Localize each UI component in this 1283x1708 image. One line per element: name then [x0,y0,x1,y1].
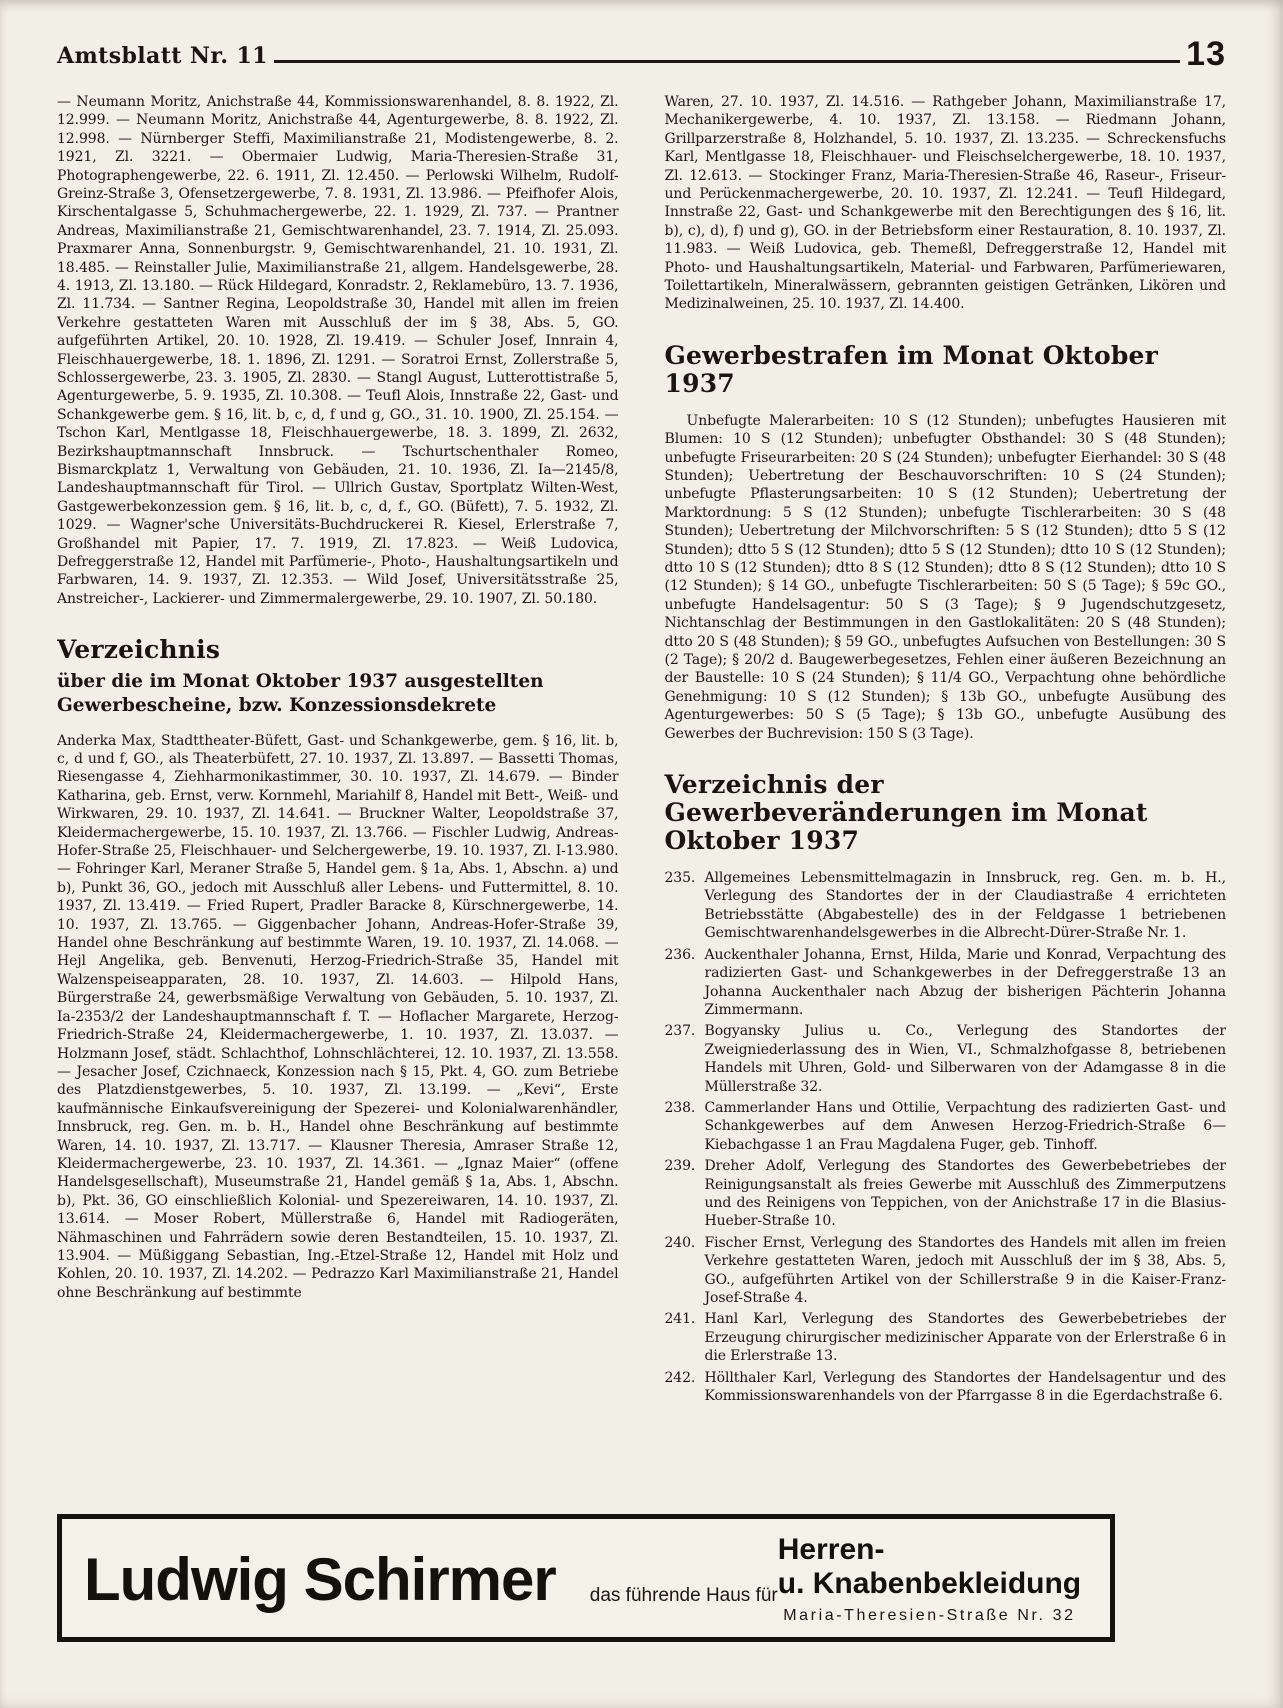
item-number: 235. [664,870,696,887]
list-item [665,1022,1227,1096]
item-number: 239. [664,1158,696,1175]
penalties-section-body: Unbefugte Malerarbeiten: 10 S (12 Stunden); unbefugtes Hausieren mit Blumen: 10 S (12 Stunden); unbefugter Obsthandel: 30 S (48 Stunden); unbefugte Friseurarbeiten: 20 S (24 Stunden); unbefugter Eierhandel: 30 S (48 Stunden); Uebertretung der Beschauvorschriften: 10 S (24 Stunden); unbefugte Pflasterungsarbeiten: 10 S (12 Stunden); Uebertretung der Marktordnung: 5 S (12 Stunden); unbefugte Tischlerarbeiten: 30 S (48 Stunden); Uebertretung der Milchvorschriften: 5 S (12 Stunden); dtto 5 S (12 Stunden); dtto 5 S (12 Stunden); dtto 5 S (12 Stunden); dtto 10 S (12 Stunden); dtto 10 S (12 Stunden); dtto 8 S (12 Stunden); dtto 8 S (12 Stunden); dtto 10 S (12 Stunden); § 14 GO., unbefugte Tischlerarbeiten: 50 S (5 Tage); § 59c GO., unbefugte Handelsagentur: 50 S (3 Tage); § 9 Jugendschutzgesetz, Nichtanschlag der Bestimmungen in den Gastlokalitäten: 20 S (48 Stunden); dtto 20 S (48 Stunden); § 59 GO., unbefugtes Aufsuchen von Bestellungen: 30 S (2 Tage); § 20/2 d. Baugewerbegesetzes, Fehlen einer äußeren Bezeichnung an der Baustelle: 10 S (24 Stunden); § 11/4 GO., Verpachtung ohne behördliche Genehmigung: 10 S (12 Stunden); § 13b GO., unbefugte Ausübung des Agenturgewerbes: 50 S (5 Tage); § 13b GO., unbefugte Ausübung des Gewerbes der Buchrevision: 150 S (3 Tage). [664,412,1226,742]
registry-continuation-left: — Neumann Moritz, Anichstraße 44, Kommissionswarenhandel, 8. 8. 1922, Zl. 12.999. — Neumann Moritz, Anichstraße 44, Agenturgewerbe, 8. 8. 1922, Zl. 12.998. — Nürnberger Steffi, Maximilianstraße 21, Modistengewerbe, 8. 2. 1921, Zl. 3221. — Obermaier Ludwig, Maria-Theresien-Straße 31, Photographengewerbe, 22. 6. 1911, Zl. 12.450. — Perlowski Wilhelm, Rudolf-Greinz-Straße 3, Ofensetzergewerbe, 7. 8. 1931, Zl. 13.986. — Pfeifhofer Alois, Kirschentalgasse 5, Schuhmachergewerbe, 22. 1. 1929, Zl. 737. — Prantner Andreas, Maximilianstraße 21, Gemischtwarenhandel, 23. 7. 1914, Zl. 25.093. Praxmarer Anna, Sonnenburgstr. 9, Gemischtwarenhandel, 21. 10. 1931, Zl. 18.485. — Reinstaller Julie, Maximilianstraße 21, allgem. Handelsgewerbe, 28. 4. 1913, Zl. 13.180. — Rück Hildegard, Konradstr. 2, Reklamebüro, 13. 7. 1936, Zl. 11.734. — Santner Regina, Leopoldstraße 30, Handel mit allen im freien Verkehre gestatteten Waren mit Ausschluß der im § 38, Abs. 5, GO. aufgeführten Artikel, 20. 10. 1928, Zl. 19.419. — Schuler Josef, Innrain 4, Fleischhauergewerbe, 18. 1. 1896, Zl. 1291. — Soratroi Ernst, Zollerstraße 5, Schlossergewerbe, 23. 3. 1905, Zl. 2830. — Stangl August, Lutterottistraße 5, Agenturgewerbe, 5. 9. 1935, Zl. 10.308. — Teufl Alois, Innstraße 22, Gast- und Schankgewerbe gem. § 16, lit. b, c, d, f und g, GO., 31. 10. 1900, Zl. 25.154. — Tschon Karl, Mentlgasse 18, Fleischhauergewerbe, 18. 3. 1899, Zl. 2632, Bezirkshauptmannschaft Innsbruck. — Tschurtschenthaler Romeo, Bismarckplatz 1, Verwaltung von Gebäuden, 21. 10. 1936, Zl. Ia—2145/8, Landeshauptmannschaft für Tirol. — Ullrich Gustav, Sportplatz Wilten-West, Gastgewerbekonzession gem. § 16, lit. b, c, d, f., GO. (Büfett), 7. 5. 1932, Zl. 1029. — Wagner'sche Universitäts-Buchdruckerei R. Kiesel, Erlerstraße 7, Großhandel mit Papier, 17. 7. 1919, Zl. 17.823. — Weiß Ludovica, Defreggerstraße 12, Handel mit Parfümerie-, Photo-, Haushaltungsartikeln und Farbwaren, 14. 9. 1937, Zl. 12.353. — Wild Josef, Universitätsstraße 25, Anstreicher-, Lackierer- und Zimmermalergewerbe, 29. 10. 1907, Zl. 50.180. [57,93,619,607]
item-number: 242. [664,1369,696,1386]
ad-headline-line2: u. Knabenbekleidung [777,1566,1082,1600]
item-text: Dreher Adolf, Verlegung des Standortes des Gewerbebetriebes der Reinigungsanstalt als freies Gewerbe mit Ausschluß des Zimmerputzens und des Reinigens von Teppichen, von der Anichstraße 17 in die Blasius-Hueber-Straße 10. [704,1158,1226,1230]
item-text: Cammerlander Hans und Ottilie, Verpachtung des radizierten Gast- und Schankgewerbes auf dem Anwesen Herzog-Friedrich-Straße 6—Kiebachgasse 1 an Frau Magdalena Fuger, geb. Tinhoff. [704,1099,1226,1153]
list-item [665,1310,1227,1365]
item-number: 237. [664,1023,696,1040]
licenses-section-body: Anderka Max, Stadttheater-Büfett, Gast- und Schankgewerbe, gem. § 16, lit. b, c, d und f, GO., als Theaterbüfett, 27. 10. 1937, Zl. 13.897. — Bassetti Thomas, Riesengasse 4, Ziehharmonikastimmer, 30. 10. 1937, Zl. 14.679. — Binder Katharina, geb. Ernst, verw. Kornmehl, Mariahilf 8, Handel mit Bett-, Weiß- und Wirkwaren, 29. 10. 1937, Zl. 14.641. — Bruckner Walter, Leopoldstraße 37, Kleidermachergewerbe, 15. 10. 1937, Zl. 13.766. — Fischler Ludwig, Andreas-Hofer-Straße 25, Fleischhauer- und Selchergewerbe, 19. 10. 1937, Zl. I-13.980. — Fohringer Karl, Meraner Straße 5, Handel gem. § 1a, Abs. 1, Abschn. a) und b), Punkt 36, GO., jedoch mit Ausschluß aller Lebens- und Futtermittel, 8. 10. 1937, Zl. 13.419. — Fried Rupert, Pradler Baracke 8, Kürschnergewerbe, 14. 10. 1937, Zl. 13.765. — Giggenbacher Johann, Andreas-Hofer-Straße 39, Handel ohne Beschränkung auf bestimmte Waren, 19. 10. 1937, Zl. 14.068. — Hejl Angelika, geb. Benvenuti, Herzog-Friedrich-Straße 35, Handel mit Walzenspeiseapparaten, 28. 10. 1937, Zl. 14.603. — Hilpold Hans, Bürgerstraße 24, gewerbsmäßige Verwaltung von Gebäuden, 5. 10. 1937, Zl. Ia-2353/2 der Landeshauptmannschaft f. T. — Hoflacher Margarete, Herzog-Friedrich-Straße 24, Kleidermachergewerbe, 1. 10. 1937, Zl. 13.037. — Holzmann Josef, städt. Schlachthof, Lohnschlächterei, 12. 10. 1937, Zl. 13.558. — Jesacher Josef, Czichnaeck, Konzession nach § 15, Pkt. 4, GO. zum Betriebe des Platzdienstgewerbes, 5. 10. 1937, Zl. 13.199. — „Kevi“, Erste kaufmännische Einkaufsvereinigung der Spezerei- und Kolonialwarenhändler, Innsbruck, reg. Gen. m. b. H., Handel ohne Beschränkung auf bestimmte Waren, 14. 10. 1937, Zl. 13.717. — Klausner Theresia, Amraser Straße 12, Kleidermachergewerbe, 23. 10. 1937, Zl. 14.361. — „Ignaz Maier“ (offene Handelsgesellschaft), Museumstraße 21, Handel gemäß § 1a, Abs. 1, Abschn. b), Pkt. 36, GO einschließlich Kolonial- und Spezereiwaren, 14. 10. 1937, Zl. 13.614. — Moser Robert, Müllerstraße 6, Handel mit Radiogeräten, Nähmaschinen und Fahrrädern sowie deren Bestandteilen, 15. 10. 1937, Zl. 13.904. — Müßiggang Sebastian, Ing.-Etzel-Straße 12, Handel mit Holz und Kohlen, 20. 10. 1937, Zl. 14.202. — Pedrazzo Karl Maximilianstraße 21, Handel ohne Beschränkung auf bestimmte [57,732,619,1301]
item-number: 238. [664,1099,696,1116]
changes-list [665,869,1227,1405]
item-text: Bogyansky Julius u. Co., Verlegung des Standortes der Zweigniederlassung des in Wien, VI., Schmalzhofgasse 8, betriebenen Handels mit Uhren, Gold- und Silberwaren von der Adamgasse 8 in die Müllerstraße 32. [704,1023,1226,1095]
ad-headline-line1: Herren- [777,1532,885,1566]
list-item [665,946,1227,1020]
penalties-section-title: Gewerbestrafen im Monat Oktober 1937 [664,340,1158,398]
licenses-section-title: Verzeichnis [57,635,221,665]
ad-product-block [778,1533,1087,1625]
right-column [665,93,1227,1500]
item-number: 236. [664,946,696,963]
list-item [665,1157,1227,1231]
item-text: Auckenthaler Johanna, Ernst, Hilda, Marie und Konrad, Verpachtung des radizierten Gast- und Schankgewerbes in der Defreggerstraße 13 an Johanna Auckenthaler nach Abzug der bisherigen Pächterin Johanna Zimmermann. [704,946,1226,1018]
masthead-title: Amtsblatt Nr. 11 [57,42,268,69]
left-column [57,93,619,1500]
changes-section-title: Verzeichnis der Gewerbeveränderungen im Monat Oktober 1937 [664,770,1148,856]
page-header [57,35,1226,73]
text-columns [57,93,1226,1500]
registry-continuation-right: Waren, 27. 10. 1937, Zl. 14.516. — Rathgeber Johann, Maximilianstraße 17, Mechanikergewerbe, 4. 10. 1937, Zl. 13.158. — Riedmann Johann, Grillparzerstraße 8, Holzhandel, 5. 10. 1937, Zl. 13.235. — Schreckensfuchs Karl, Mentlgasse 18, Fleischhauer- und Fleischselchergewerbe, 18. 10. 1937, Zl. 12.613. — Stockinger Franz, Maria-Theresien-Straße 46, Raseur-, Friseur- und Perückenmachergewerbe, 20. 10. 1937, Zl. 12.241. — Teufl Hildegard, Innstraße 22, Gast- und Schankgewerbe mit den Berechtigungen des § 16, lit. b), c), d), f) und g), GO. in der Betriebsform einer Restauration, 8. 10. 1937, Zl. 11.983. — Weiß Ludovica, geb. Themeßl, Defreggerstraße 12, Handel mit Photo- und Haushaltungsartikeln, Material- und Farbwaren, Parfümeriewaren, Toilettartikeln, Mineralwässern, gebrannten geistigen Getränken, Likören und Medizinalweinen, 25. 10. 1937, Zl. 14.400. [664,93,1226,313]
list-item [665,1369,1227,1406]
item-number: 241. [664,1311,696,1328]
page-number: 13 [1186,35,1226,73]
item-number: 240. [664,1234,696,1251]
item-text: Allgemeines Lebensmittelmagazin in Innsbruck, reg. Gen. m. b. H., Verlegung des Standortes der in der Claudiastraße 4 errichteten Betriebsstätte (Abgabestelle) des in der Feldgasse 1 betriebenen Gemischtwarenhandelsgewerbes in die Albrecht-Dürer-Straße Nr. 1. [704,870,1226,942]
item-text: Hanl Karl, Verlegung des Standortes des Gewerbebetriebes der Erzeugung chirurgischer medizinischer Apparate von der Erlerstraße 6 in die Erlerstraße 13. [704,1311,1226,1365]
licenses-section-subtitle: über die im Monat Oktober 1937 ausgestellten Gewerbescheine, bzw. Konzessionsdekrete [57,671,544,716]
list-item [665,1099,1227,1154]
item-text: Höllthaler Karl, Verlegung des Standortes der Handelsagentur und des Kommissionswarenhandels von der Pfarrgasse 8 in die Egerdachstraße 6. [704,1369,1226,1405]
list-item [665,869,1227,943]
advertisement-box [57,1514,1115,1642]
item-text: Fischer Ernst, Verlegung des Standortes des Handels mit allen im freien Verkehre gestatteten Waren, jedoch mit Ausschluß der im § 38, Abs. 5, GO., aufgeführten Artikel von der Schillerstraße 9 in die Kaiser-Franz-Josef-Straße 4. [704,1234,1226,1307]
ad-address: Maria-Theresien-Straße Nr. 32 [783,1607,1076,1625]
header-rule [274,60,1180,63]
ad-brand-name: Ludwig Schirmer [84,1545,556,1613]
ad-tagline: das führende Haus für [589,1585,778,1606]
list-item [665,1234,1227,1308]
